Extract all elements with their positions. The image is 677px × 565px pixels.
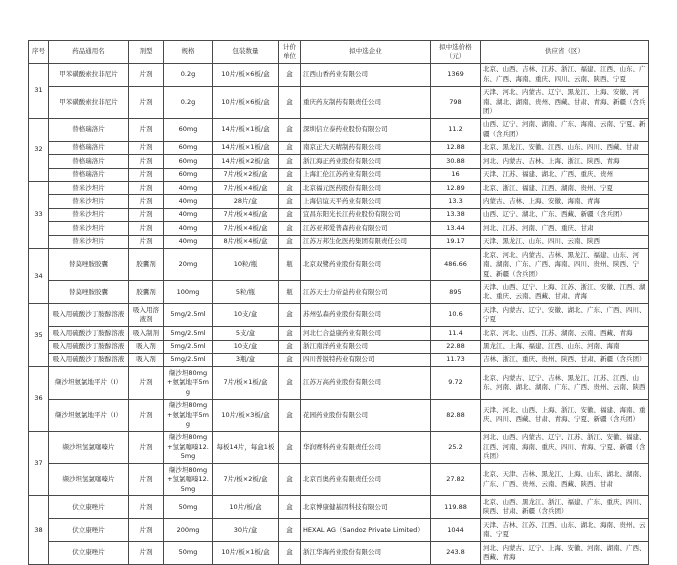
cell-regions: 天津、黑龙江、山东、四川、云南、陕西 xyxy=(481,235,649,248)
cell-price: 12.89 xyxy=(431,182,481,195)
table-row xyxy=(29,208,649,221)
cell-company: 江苏亚邦爱普森药业有限公司 xyxy=(301,222,431,235)
cell-spec: 缬沙坦80mg+氢氯噻嗪12.5mg xyxy=(164,431,213,463)
cell-regions: 北京、浙江、福建、江西、湖南、贵州、宁夏 xyxy=(481,182,649,195)
cell-price: 82.88 xyxy=(431,399,481,431)
cell-pack-qty: 10片/板/盒 xyxy=(213,496,279,519)
cell-regions: 天津、河北、山西、上海、浙江、安徽、福建、海南、重庆、四川、西藏、甘肃、青海、宁夏、新疆（含兵团） xyxy=(481,399,649,431)
cell-price-unit: 盒 xyxy=(279,208,301,221)
cell-pack-qty: 8片/板×4板/盒 xyxy=(213,235,279,248)
cell-pack-qty: 7片/板×4板/盒 xyxy=(213,222,279,235)
table-row xyxy=(29,118,649,141)
cell-pack-qty: 7片/板×2板/盒 xyxy=(213,464,279,496)
cell-company: 上海信谊天平药业有限公司 xyxy=(301,195,431,208)
table-row xyxy=(29,222,649,235)
cell-regions: 北京、山西、吉林、江苏、浙江、福建、江西、山东、广东、广西、海南、重庆、四川、云南、陕西、宁夏 xyxy=(481,63,649,86)
table-row xyxy=(29,168,649,181)
cell-pack-qty: 10片/板×3板/盒 xyxy=(213,399,279,431)
cell-drug-name: 甲苯磺酸索拉非尼片 xyxy=(49,86,129,118)
cell-regions: 河北、内蒙古、吉林、上海、浙江、陕西、青海 xyxy=(481,155,649,168)
cell-company: 江苏万邦生化医药集团有限责任公司 xyxy=(301,235,431,248)
cell-regions: 天津、内蒙古、辽宁、安徽、湖北、广东、广西、四川、宁夏 xyxy=(481,304,649,327)
header-spec: 规格 xyxy=(164,41,213,64)
cell-company: 南京正大天晴制药有限公司 xyxy=(301,141,431,154)
cell-drug-name: 缬沙坦氨氯地平片（Ⅰ） xyxy=(49,367,129,399)
cell-pack-qty: 7片/板×2板/盒 xyxy=(213,168,279,181)
table-row xyxy=(29,353,649,366)
cell-spec: 50mg xyxy=(164,542,213,565)
cell-pack-qty: 10片/板×6板/盒 xyxy=(213,63,279,86)
cell-company: 江苏天士力帝益药业有限公司 xyxy=(301,281,431,304)
table-row xyxy=(29,399,649,431)
header-pack: 包装数量 xyxy=(213,41,279,64)
cell-company: 四川普锐特药业有限公司 xyxy=(301,353,431,366)
cell-pack-qty: 每板14片，每盒1板 xyxy=(213,431,279,463)
cell-price: 16 xyxy=(431,168,481,181)
cell-price-unit: 盒 xyxy=(279,327,301,340)
cell-company: 江西山香药业有限公司 xyxy=(301,63,431,86)
cell-spec: 50mg xyxy=(164,496,213,519)
cell-regions: 北京、山西、黑龙江、浙江、福建、广东、重庆、四川、陕西、甘肃、新疆（含兵团） xyxy=(481,496,649,519)
table-row xyxy=(29,141,649,154)
cell-price: 10.6 xyxy=(431,304,481,327)
cell-spec: 60mg xyxy=(164,141,213,154)
cell-dosage-form: 片剂 xyxy=(129,195,164,208)
cell-spec: 40mg xyxy=(164,208,213,221)
cell-drug-name: 替格瑞洛片 xyxy=(49,141,129,154)
cell-spec: 200mg xyxy=(164,519,213,542)
cell-pack-qty: 10支/盒 xyxy=(213,304,279,327)
header-price: 拟中选价格（元） xyxy=(431,41,481,64)
cell-spec: 缬沙坦80mg+氨氯地平5mg xyxy=(164,367,213,399)
table-row xyxy=(29,542,649,565)
cell-company: 深圳信立泰药业股份有限公司 xyxy=(301,118,431,141)
cell-price-unit: 盒 xyxy=(279,86,301,118)
cell-drug-name: 缬沙坦氨氯地平片（Ⅰ） xyxy=(49,399,129,431)
cell-dosage-form: 胶囊剂 xyxy=(129,249,164,281)
cell-pack-qty: 7片/板×4板/盒 xyxy=(213,208,279,221)
cell-serial-no: 31 xyxy=(29,63,49,118)
cell-pack-qty: 14片/板×1板/盒 xyxy=(213,141,279,154)
cell-price-unit: 盒 xyxy=(279,399,301,431)
cell-price-unit: 盒 xyxy=(279,519,301,542)
table-row xyxy=(29,304,649,327)
cell-company: 浙江南洋药业有限公司 xyxy=(301,340,431,353)
cell-price: 22.88 xyxy=(431,340,481,353)
cell-dosage-form: 片剂 xyxy=(129,519,164,542)
header-unit: 计价单位 xyxy=(279,41,301,64)
cell-price: 9.72 xyxy=(431,367,481,399)
cell-drug-name: 吸入用硫酸沙丁胺醇溶液 xyxy=(49,304,129,327)
cell-price-unit: 盒 xyxy=(279,168,301,181)
cell-pack-qty: 30片/盒 xyxy=(213,519,279,542)
cell-company: 重庆药友制药有限责任公司 xyxy=(301,86,431,118)
cell-regions: 山西、辽宁、湖北、广东、西藏、新疆（含兵团） xyxy=(481,208,649,221)
cell-regions: 天津、河北、内蒙古、辽宁、黑龙江、上海、安徽、河南、湖北、湖南、贵州、西藏、甘肃、青海、新疆（含兵团） xyxy=(481,86,649,118)
cell-price: 119.88 xyxy=(431,496,481,519)
cell-price-unit: 盒 xyxy=(279,141,301,154)
cell-price: 13.38 xyxy=(431,208,481,221)
cell-regions: 北京、天津、吉林、黑龙江、上海、山东、湖北、湖南、广东、广西、贵州、云南、西藏、陕西、甘肃 xyxy=(481,464,649,496)
cell-regions: 天津、江苏、福建、湖北、广西、重庆、贵州 xyxy=(481,168,649,181)
cell-spec: 100mg xyxy=(164,281,213,304)
cell-regions: 吉林、浙江、重庆、贵州、陕西、甘肃、新疆（含兵团） xyxy=(481,353,649,366)
cell-regions: 北京、内蒙古、辽宁、吉林、黑龙江、江苏、江西、山东、河南、湖北、湖南、广东、广西、贵州、云南、陕西 xyxy=(481,367,649,399)
cell-spec: 缬沙坦80mg+氨氯地平5mg xyxy=(164,399,213,431)
table-row xyxy=(29,86,649,118)
cell-pack-qty: 3瓶/盒 xyxy=(213,353,279,366)
cell-dosage-form: 片剂 xyxy=(129,235,164,248)
cell-spec: 0.2g xyxy=(164,86,213,118)
cell-company: 宜昌东阳光长江药业股份有限公司 xyxy=(301,208,431,221)
cell-spec: 0.2g xyxy=(164,63,213,86)
cell-company: 浙江华海药业股份有限公司 xyxy=(301,542,431,565)
cell-spec: 5mg/2.5ml xyxy=(164,327,213,340)
cell-regions: 内蒙古、吉林、上海、安徽、海南、青海 xyxy=(481,195,649,208)
cell-price: 13.44 xyxy=(431,222,481,235)
cell-price: 25.2 xyxy=(431,431,481,463)
header-form: 剂型 xyxy=(129,41,164,64)
cell-price-unit: 盒 xyxy=(279,182,301,195)
table-row xyxy=(29,464,649,496)
cell-dosage-form: 片剂 xyxy=(129,542,164,565)
cell-dosage-form: 片剂 xyxy=(129,168,164,181)
table-row xyxy=(29,63,649,86)
cell-dosage-form: 胶囊剂 xyxy=(129,281,164,304)
cell-price: 1369 xyxy=(431,63,481,86)
cell-serial-no: 35 xyxy=(29,304,49,367)
cell-price-unit: 盒 xyxy=(279,496,301,519)
cell-spec: 5mg/2.5ml xyxy=(164,340,213,353)
cell-dosage-form: 片剂 xyxy=(129,63,164,86)
cell-price-unit: 瓶 xyxy=(279,249,301,281)
cell-price: 11.73 xyxy=(431,353,481,366)
cell-price-unit: 盒 xyxy=(279,340,301,353)
cell-dosage-form: 片剂 xyxy=(129,367,164,399)
cell-company: 上海汇伦江苏药业有限公司 xyxy=(301,168,431,181)
cell-dosage-form: 片剂 xyxy=(129,431,164,463)
cell-dosage-form: 片剂 xyxy=(129,399,164,431)
cell-company: 华润赛科药业有限责任公司 xyxy=(301,431,431,463)
cell-serial-no: 34 xyxy=(29,249,49,304)
cell-dosage-form: 片剂 xyxy=(129,155,164,168)
cell-dosage-form: 片剂 xyxy=(129,208,164,221)
cell-drug-name: 替米沙坦片 xyxy=(49,208,129,221)
cell-drug-name: 替米沙坦片 xyxy=(49,182,129,195)
cell-dosage-form: 片剂 xyxy=(129,141,164,154)
cell-spec: 40mg xyxy=(164,222,213,235)
header-regions: 供应省（区） xyxy=(481,41,649,64)
cell-drug-name: 替米沙坦片 xyxy=(49,222,129,235)
cell-drug-name: 伏立康唑片 xyxy=(49,496,129,519)
cell-drug-name: 缬沙坦氢氯噻嗪片 xyxy=(49,431,129,463)
header-company: 拟中选企业 xyxy=(301,41,431,64)
cell-pack-qty: 28片/盒 xyxy=(213,195,279,208)
cell-price: 19.17 xyxy=(431,235,481,248)
cell-price-unit: 盒 xyxy=(279,222,301,235)
cell-company: 浙江海正药业股份有限公司 xyxy=(301,155,431,168)
cell-price-unit: 盒 xyxy=(279,431,301,463)
cell-price: 13.3 xyxy=(431,195,481,208)
cell-regions: 天津、吉林、江苏、江西、山东、湖北、海南、贵州、云南、宁夏 xyxy=(481,519,649,542)
cell-company: 北京福元医药股份有限公司 xyxy=(301,182,431,195)
table-row xyxy=(29,431,649,463)
table-row xyxy=(29,519,649,542)
cell-pack-qty: 14片/板×1板/盒 xyxy=(213,118,279,141)
cell-spec: 40mg xyxy=(164,235,213,248)
cell-dosage-form: 片剂 xyxy=(129,496,164,519)
cell-price: 11.4 xyxy=(431,327,481,340)
cell-company: 北京博康健基因科技有限公司 xyxy=(301,496,431,519)
cell-regions: 北京、河北、山西、江苏、湖南、云南、西藏、青海 xyxy=(481,327,649,340)
cell-dosage-form: 吸入制剂 xyxy=(129,327,164,340)
cell-company: 苏州弘森药业股份有限公司 xyxy=(301,304,431,327)
cell-drug-name: 伏立康唑片 xyxy=(49,542,129,565)
cell-spec: 60mg xyxy=(164,168,213,181)
table-row xyxy=(29,155,649,168)
cell-price-unit: 盒 xyxy=(279,63,301,86)
cell-pack-qty: 10片/板×6板/盒 xyxy=(213,86,279,118)
cell-pack-qty: 10支/盒 xyxy=(213,340,279,353)
cell-dosage-form: 吸入剂 xyxy=(129,353,164,366)
cell-price-unit: 盒 xyxy=(279,155,301,168)
header-row xyxy=(29,41,649,64)
cell-company: 江苏万高药业股份有限公司 xyxy=(301,367,431,399)
cell-dosage-form: 片剂 xyxy=(129,464,164,496)
cell-price: 1044 xyxy=(431,519,481,542)
cell-price: 486.66 xyxy=(431,249,481,281)
cell-price: 895 xyxy=(431,281,481,304)
table-row xyxy=(29,195,649,208)
cell-serial-no: 38 xyxy=(29,496,49,565)
cell-company: 花园药业股份有限公司 xyxy=(301,399,431,431)
cell-pack-qty: 10片/板×1板/盒 xyxy=(213,542,279,565)
table-header xyxy=(29,41,649,64)
cell-drug-name: 替米沙坦片 xyxy=(49,235,129,248)
cell-spec: 5mg/2.5ml xyxy=(164,353,213,366)
table-row xyxy=(29,182,649,195)
cell-price: 798 xyxy=(431,86,481,118)
table-row xyxy=(29,340,649,353)
cell-spec: 40mg xyxy=(164,182,213,195)
cell-pack-qty: 14片/板×2板/盒 xyxy=(213,155,279,168)
cell-drug-name: 吸入用硫酸沙丁胺醇溶液 xyxy=(49,353,129,366)
table-row xyxy=(29,327,649,340)
cell-price-unit: 盒 xyxy=(279,353,301,366)
cell-spec: 60mg xyxy=(164,155,213,168)
cell-drug-name: 替莫唑胺胶囊 xyxy=(49,281,129,304)
cell-regions: 河北、江苏、河南、广西、重庆、甘肃 xyxy=(481,222,649,235)
cell-dosage-form: 吸入用溶液剂 xyxy=(129,304,164,327)
cell-price-unit: 盒 xyxy=(279,542,301,565)
cell-price: 30.88 xyxy=(431,155,481,168)
cell-drug-name: 替格瑞洛片 xyxy=(49,118,129,141)
table-body xyxy=(29,63,649,564)
cell-drug-name: 替米沙坦片 xyxy=(49,195,129,208)
cell-pack-qty: 5粒/瓶 xyxy=(213,281,279,304)
table-row xyxy=(29,367,649,399)
cell-dosage-form: 吸入剂 xyxy=(129,340,164,353)
cell-pack-qty: 5支/盒 xyxy=(213,327,279,340)
cell-dosage-form: 片剂 xyxy=(129,118,164,141)
cell-company: 北京双鹭药业股份有限公司 xyxy=(301,249,431,281)
cell-drug-name: 替格瑞洛片 xyxy=(49,168,129,181)
drug-selection-table xyxy=(28,40,649,565)
cell-price: 243.8 xyxy=(431,542,481,565)
cell-spec: 缬沙坦80mg+氢氯噻嗪12.5mg xyxy=(164,464,213,496)
cell-drug-name: 吸入用硫酸沙丁胺醇溶液 xyxy=(49,327,129,340)
cell-pack-qty: 7片/板×1板/盒 xyxy=(213,367,279,399)
cell-regions: 天津、山西、辽宁、上海、江苏、浙江、安徽、江西、湖北、重庆、云南、西藏、甘肃、青海 xyxy=(481,281,649,304)
cell-serial-no: 36 xyxy=(29,367,49,432)
cell-regions: 黑龙江、上海、福建、江西、山东、河南、海南 xyxy=(481,340,649,353)
cell-price-unit: 盒 xyxy=(279,464,301,496)
cell-serial-no: 37 xyxy=(29,431,49,496)
cell-pack-qty: 7片/板×4板/盒 xyxy=(213,182,279,195)
table-row xyxy=(29,249,649,281)
cell-company: HEXAL AG（Sandoz Private Limited） xyxy=(301,519,431,542)
header-name: 药品通用名 xyxy=(49,41,129,64)
cell-drug-name: 吸入用硫酸沙丁胺醇溶液 xyxy=(49,340,129,353)
cell-drug-name: 缬沙坦氢氯噻嗪片 xyxy=(49,464,129,496)
header-no: 序号 xyxy=(29,41,49,64)
cell-spec: 60mg xyxy=(164,118,213,141)
table-row xyxy=(29,235,649,248)
cell-price-unit: 盒 xyxy=(279,235,301,248)
cell-spec: 5mg/2.5ml xyxy=(164,304,213,327)
cell-serial-no: 32 xyxy=(29,118,49,181)
cell-drug-name: 替莫唑胺胶囊 xyxy=(49,249,129,281)
cell-serial-no: 33 xyxy=(29,182,49,249)
cell-drug-name: 伏立康唑片 xyxy=(49,519,129,542)
cell-price-unit: 盒 xyxy=(279,367,301,399)
cell-drug-name: 替格瑞洛片 xyxy=(49,155,129,168)
cell-regions: 北京、河北、内蒙古、吉林、黑龙江、福建、山东、河南、湖南、广东、广西、海南、四川、贵州、陕西、宁夏、新疆（含兵团） xyxy=(481,249,649,281)
cell-dosage-form: 片剂 xyxy=(129,222,164,235)
cell-price-unit: 盒 xyxy=(279,118,301,141)
table-row xyxy=(29,496,649,519)
cell-spec: 40mg xyxy=(164,195,213,208)
cell-pack-qty: 10粒/瓶 xyxy=(213,249,279,281)
cell-dosage-form: 片剂 xyxy=(129,86,164,118)
table-row xyxy=(29,281,649,304)
cell-regions: 河北、山西、内蒙古、辽宁、江苏、浙江、安徽、福建、江西、河南、海南、重庆、四川、青海、宁夏、新疆（含兵团） xyxy=(481,431,649,463)
cell-regions: 山西、辽宁、河南、湖南、广东、海南、云南、宁夏、新疆（含兵团） xyxy=(481,118,649,141)
cell-regions: 河北、内蒙古、辽宁、上海、安徽、河南、湖南、广西、西藏、青海 xyxy=(481,542,649,565)
cell-price-unit: 盒 xyxy=(279,304,301,327)
cell-company: 北京百奥药业有限责任公司 xyxy=(301,464,431,496)
cell-price: 12.88 xyxy=(431,141,481,154)
cell-dosage-form: 片剂 xyxy=(129,182,164,195)
cell-drug-name: 甲苯磺酸索拉非尼片 xyxy=(49,63,129,86)
cell-company: 河北仁合益康药业有限公司 xyxy=(301,327,431,340)
cell-regions: 北京、黑龙江、安徽、江西、山东、四川、西藏、甘肃 xyxy=(481,141,649,154)
cell-price-unit: 瓶 xyxy=(279,281,301,304)
cell-price-unit: 盒 xyxy=(279,195,301,208)
cell-price: 27.82 xyxy=(431,464,481,496)
cell-price: 11.2 xyxy=(431,118,481,141)
cell-spec: 20mg xyxy=(164,249,213,281)
